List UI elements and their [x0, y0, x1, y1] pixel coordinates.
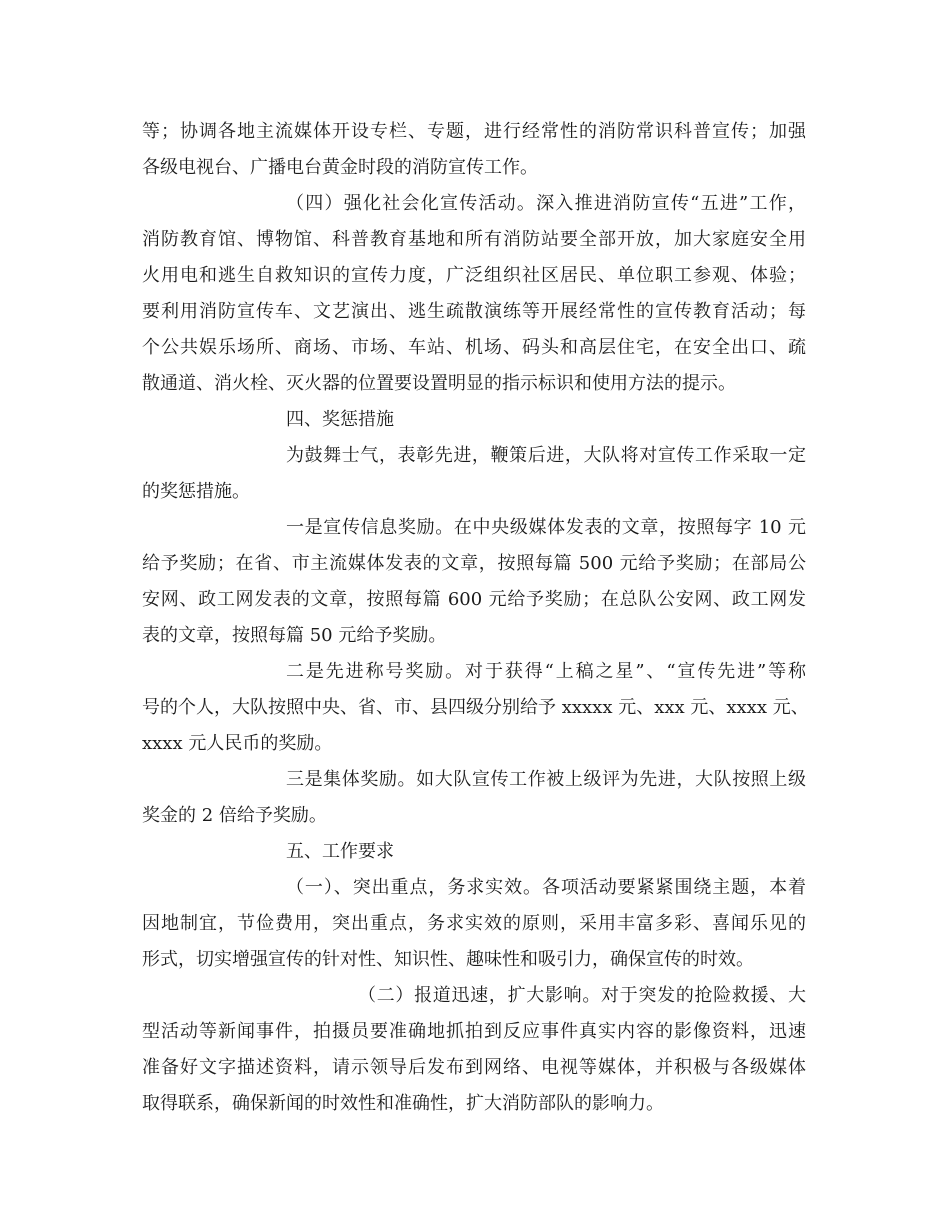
- text-line: 个公共娱乐场所、商场、市场、车站、机场、码头和高层住宅，在安全出口、疏: [142, 337, 806, 358]
- section-title-rewards: 四、奖惩措施: [286, 409, 394, 430]
- section-title-requirements: 五、工作要求: [286, 841, 394, 862]
- text-line: 安网、政工网发表的文章，按照每篇 600 元给予奖励；在总队公安网、政工网发: [142, 589, 806, 610]
- text-line: 型活动等新闻事件，拍摄员要准确地抓拍到反应事件真实内容的影像资料，迅速: [142, 1021, 806, 1042]
- text-line: 各级电视台、广播电台黄金时段的消防宣传工作。: [142, 157, 538, 178]
- section-heading-4: （四）强化社会化宣传活动。深入推进消防宣传“五进”工作，: [286, 193, 806, 214]
- text-line: 等；协调各地主流媒体开设专栏、专题，进行经常性的消防常识科普宣传；加强: [142, 121, 806, 142]
- text-line: 为鼓舞士气，表彰先进，鞭策后进，大队将对宣传工作采取一定: [286, 445, 806, 466]
- text-line: 火用电和逃生自救知识的宣传力度，广泛组织社区居民、单位职工参观、体验；: [142, 265, 806, 286]
- text-line: 形式，切实增强宣传的针对性、知识性、趣味性和吸引力，确保宣传的时效。: [142, 949, 754, 970]
- text-line: 散通道、消火栓、灭火器的位置要设置明显的指示标识和使用方法的提示。: [142, 373, 736, 394]
- text-line: 给予奖励；在省、市主流媒体发表的文章，按照每篇 500 元给予奖励；在部局公: [142, 553, 806, 574]
- text-line: 取得联系，确保新闻的时效性和准确性，扩大消防部队的影响力。: [142, 1093, 664, 1114]
- text-line: 号的个人，大队按照中央、省、市、县四级分别给予 xxxxx 元、xxx 元、xxxx 元、: [142, 697, 809, 718]
- text-line: 三是集体奖励。如大队宣传工作被上级评为先进，大队按照上级: [286, 769, 806, 790]
- text-line: xxxx 元人民币的奖励。: [142, 733, 333, 754]
- text-line: （一）、突出重点，务求实效。各项活动要紧紧围绕主题，本着: [286, 877, 806, 898]
- text-line: 表的文章，按照每篇 50 元给予奖励。: [142, 625, 447, 646]
- text-line: 二是先进称号奖励。对于获得“上稿之星”、“宣传先进”等称: [286, 661, 806, 682]
- text-line: 消防教育馆、博物馆、科普教育基地和所有消防站要全部开放，加大家庭安全用: [142, 229, 806, 250]
- text-line: 一是宣传信息奖励。在中央级媒体发表的文章，按照每字 10 元: [286, 517, 806, 538]
- text-line: 要利用消防宣传车、文艺演出、逃生疏散演练等开展经常性的宣传教育活动；每: [142, 301, 806, 322]
- text-line: 奖金的 2 倍给予奖励。: [142, 805, 327, 826]
- text-line: 准备好文字描述资料，请示领导后发布到网络、电视等媒体，并积极与各级媒体: [142, 1057, 806, 1078]
- text-line: 的奖惩措施。: [142, 481, 250, 502]
- text-line: （二）报道迅速，扩大影响。对于突发的抢险救援、大: [358, 985, 806, 1006]
- text-line: 因地制宜，节俭费用，突出重点，务求实效的原则，采用丰富多彩、喜闻乐见的: [142, 913, 806, 934]
